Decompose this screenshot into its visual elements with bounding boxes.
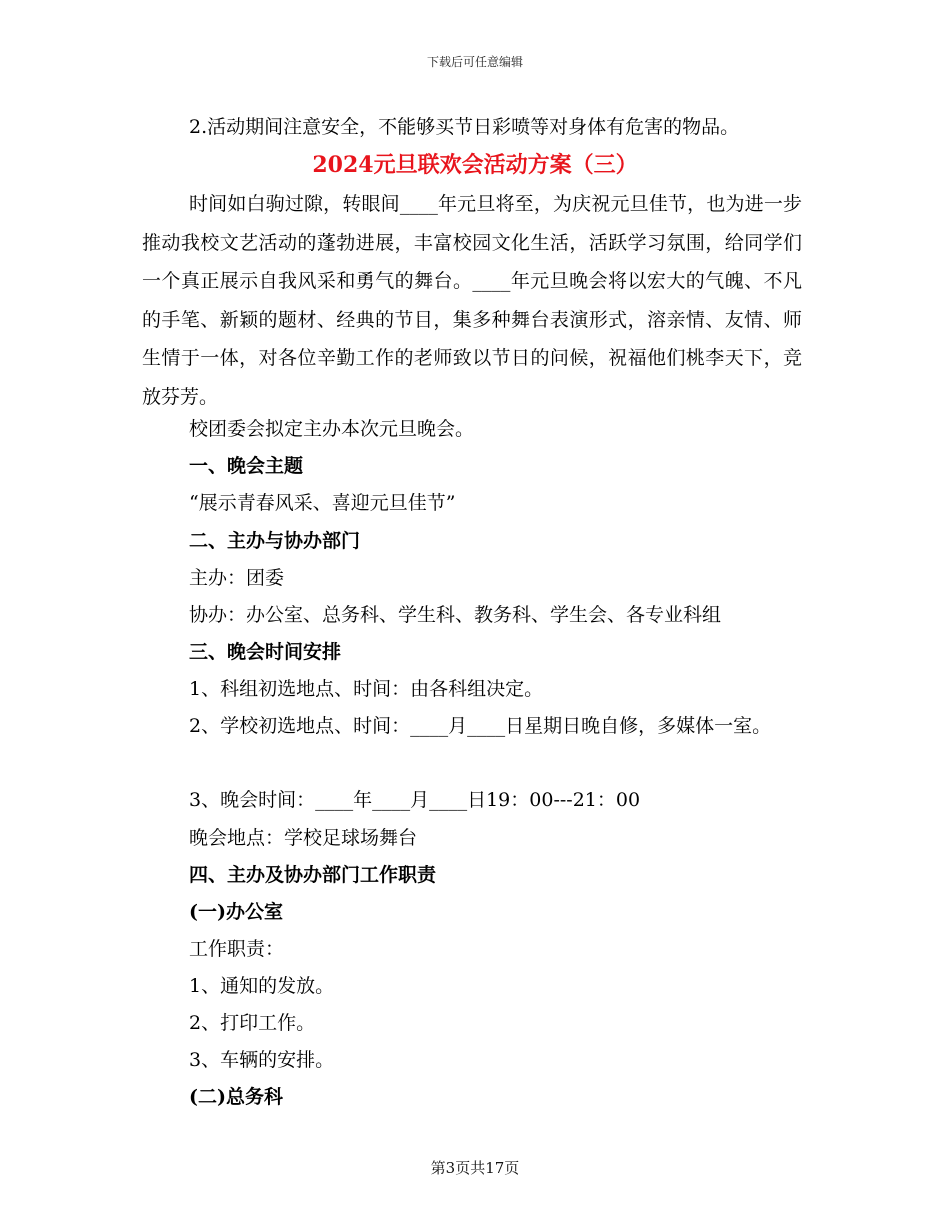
cohost-departments: 协办：办公室、总务科、学生科、教务科、学生会、各专业科组: [189, 604, 722, 626]
host-department: 主办：团委: [189, 567, 285, 589]
schedule-item-1: 1、科组初选地点、时间：由各科组决定。: [189, 678, 544, 700]
organizer-note: 校团委会拟定主办本次元旦晚会。: [189, 418, 475, 440]
duty-item-3: 3、车辆的安排。: [189, 1049, 335, 1071]
intro-paragraph: 时间如白驹过隙，转眼间____年元旦将至，为庆祝元旦佳节，也为进一步推动我校文艺活动的蓬勃进展，丰富校园文化生活，活跃学习氛围，给同学们一个真正展示自我风采和勇气的舞台。____年元旦晚会将以宏大的气魄、不凡的手笔、新颖的题材、经典的节目，集多种舞台表演形式，溶亲情、友情、师生情于一体，对各位辛勤工作的老师致以节日的问候，祝福他们桃李天下，竞放芬芳。: [142, 193, 802, 408]
previous-item-2: 2.活动期间注意安全，不能够买节日彩喷等对身体有危害的物品。: [189, 116, 740, 138]
duties-label: 工作职责：: [189, 938, 285, 960]
document-title: 2024元旦联欢会活动方案（三）: [312, 152, 638, 178]
theme-text: “展示青春风采、喜迎元旦佳节”: [189, 492, 456, 514]
page-number: 第3页共17页: [430, 1159, 520, 1177]
duty-item-2: 2、打印工作。: [189, 1012, 316, 1034]
page-header: 下载后可任意编辑: [426, 55, 523, 69]
schedule-item-3: 3、晚会时间：____年____月____日19：00---21：00: [189, 789, 641, 811]
section-4-heading: 四、主办及协办部门工作职责: [189, 864, 437, 886]
section-1-heading: 一、晚会主题: [189, 455, 304, 477]
subsection-office-heading: (一)办公室: [189, 901, 283, 923]
venue-text: 晚会地点：学校足球场舞台: [189, 827, 418, 849]
schedule-item-2: 2、学校初选地点、时间：____月____日星期日晚自修，多媒体一室。: [189, 715, 772, 737]
section-2-heading: 二、主办与协办部门: [189, 530, 361, 552]
subsection-general-affairs-heading: (二)总务科: [189, 1086, 283, 1108]
duty-item-1: 1、通知的发放。: [189, 975, 335, 997]
section-3-heading: 三、晚会时间安排: [189, 641, 342, 663]
